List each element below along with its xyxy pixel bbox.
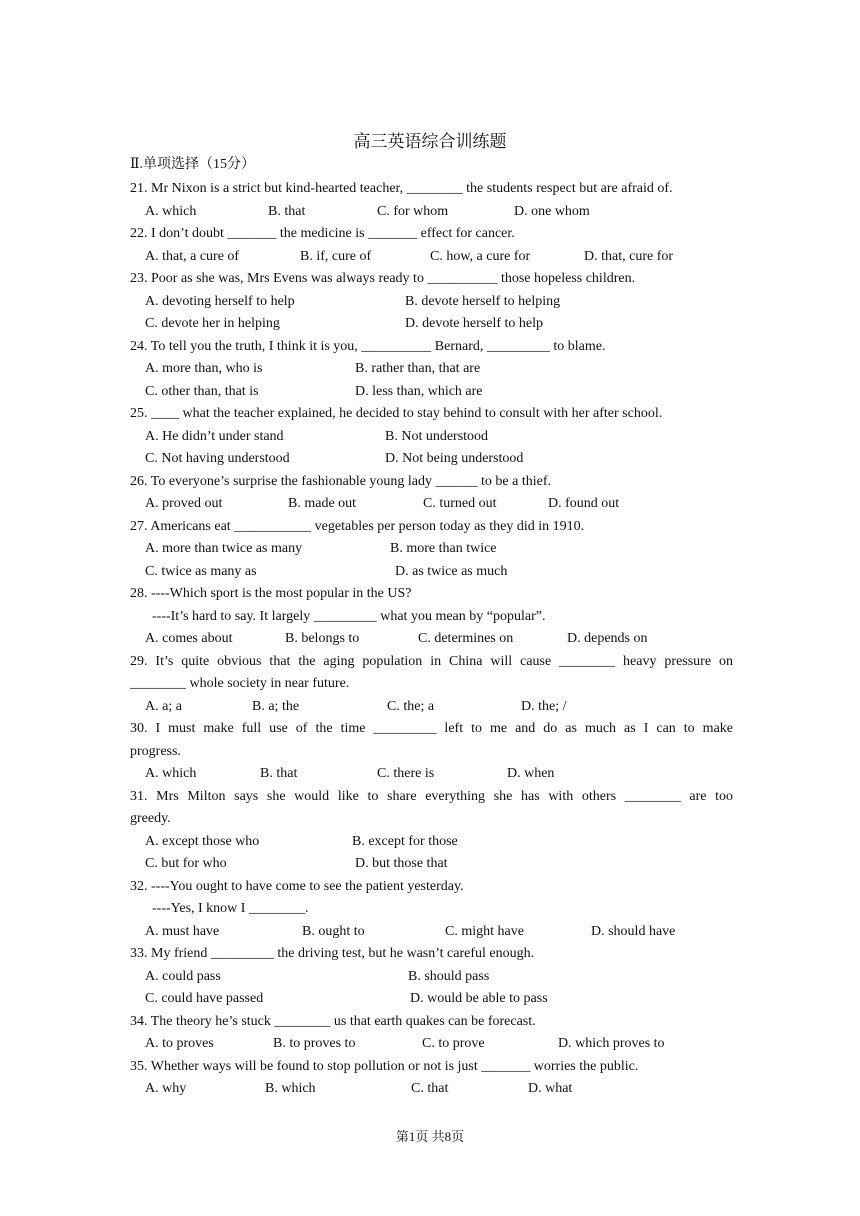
question-24-options	[130, 358, 733, 381]
answer-option[interactable]: A. proved out	[145, 496, 223, 511]
answer-option[interactable]: B. made out	[288, 496, 357, 511]
question-31-options	[130, 853, 733, 876]
question-28-options	[130, 628, 733, 651]
answer-option[interactable]: A. He didn’t under stand	[145, 428, 284, 444]
answer-option[interactable]: A. to proves	[145, 1036, 214, 1051]
answer-option[interactable]: D. as twice as much	[395, 563, 508, 579]
question-21-options	[130, 201, 733, 224]
answer-option[interactable]: D. found out	[548, 496, 620, 511]
answer-option[interactable]: C. could have passed	[145, 991, 264, 1006]
answer-option[interactable]: B. if, cure of	[300, 248, 372, 264]
answer-option[interactable]: C. devote her in helping	[145, 316, 280, 331]
answer-option[interactable]: B. except for those	[352, 833, 458, 849]
answer-option[interactable]: C. turned out	[423, 496, 497, 511]
answer-option[interactable]: C. for whom	[377, 203, 449, 219]
answer-option[interactable]: A. which	[145, 203, 197, 219]
question-26-options	[130, 493, 733, 516]
question-34-stem: 34. The theory he’s stuck ________ us that earth quakes can be forecast.	[130, 1013, 536, 1029]
question-32-stem: ----Yes, I know I ________.	[152, 901, 309, 916]
answer-option[interactable]: C. Not having understood	[145, 451, 290, 466]
question-24-stem: 24. To tell you the truth, I think it is you, __________ Bernard, _________ to blame.	[130, 338, 606, 354]
answer-option[interactable]: D. devote herself to help	[405, 316, 544, 331]
answer-option[interactable]: C. other than, that is	[145, 383, 259, 399]
question-29-stem: 29. It’s quite obvious that the aging population in China will cause ________ heavy pressure on	[130, 653, 733, 669]
question-22-stem: 22. I don’t doubt _______ the medicine is _______ effect for cancer.	[130, 226, 515, 241]
question-22-options	[130, 246, 733, 269]
question-30-stem: 30. I must make full use of the time _________ left to me and do as much as I can to make	[130, 721, 733, 736]
answer-option[interactable]: B. rather than, that are	[355, 361, 481, 376]
question-24-options	[130, 381, 733, 404]
answer-option[interactable]: D. which proves to	[558, 1036, 665, 1051]
answer-option[interactable]: B. Not understood	[385, 428, 489, 444]
answer-option[interactable]: A. more than, who is	[145, 361, 263, 376]
answer-option[interactable]: B. belongs to	[285, 631, 360, 646]
question-33-stem: 33. My friend _________ the driving test, but he wasn’t careful enough.	[130, 946, 535, 961]
answer-option[interactable]: B. should pass	[408, 968, 490, 984]
answer-option[interactable]: D. the; /	[521, 698, 567, 714]
question-23-stem: 23. Poor as she was, Mrs Evens was always ready to __________ those hopeless children.	[130, 271, 636, 286]
answer-option[interactable]: D. should have	[591, 923, 676, 939]
question-30-stem: progress.	[130, 743, 181, 759]
answer-option[interactable]: C. the; a	[387, 698, 435, 714]
answer-option[interactable]: B. more than twice	[390, 541, 497, 556]
question-25-options	[130, 448, 733, 471]
answer-option[interactable]: A. that, a cure of	[145, 248, 240, 264]
answer-option[interactable]: B. that	[260, 766, 298, 781]
page-title: 高三英语综合训练题	[353, 132, 507, 151]
question-31-options	[130, 831, 733, 854]
answer-option[interactable]: A. which	[145, 766, 197, 781]
answer-option[interactable]: B. devote herself to helping	[405, 293, 561, 309]
question-list	[130, 178, 733, 1101]
question-29-options	[130, 696, 733, 719]
question-30-options	[130, 763, 733, 786]
answer-option[interactable]: A. could pass	[145, 968, 221, 984]
answer-option[interactable]: B. ought to	[302, 923, 365, 939]
question-23-options	[130, 313, 733, 336]
page-footer: 第1页 共8页	[395, 1129, 465, 1144]
question-32-stem: 32. ----You ought to have come to see the patient yesterday.	[130, 878, 464, 894]
question-33-options	[130, 966, 733, 989]
answer-option[interactable]: C. might have	[445, 923, 524, 939]
question-31-stem: 31. Mrs Milton says she would like to share everything she has with others ________ are too	[130, 788, 733, 804]
question-25-options	[130, 426, 733, 449]
answer-option[interactable]: D. one whom	[514, 203, 590, 219]
question-23-options	[130, 291, 733, 314]
answer-option[interactable]: A. must have	[145, 923, 220, 939]
answer-option[interactable]: C. to prove	[422, 1036, 485, 1051]
answer-option[interactable]: B. that	[268, 203, 306, 219]
answer-option[interactable]: D. when	[507, 766, 555, 781]
answer-option[interactable]: C. twice as many as	[145, 563, 257, 579]
answer-option[interactable]: B. a; the	[252, 698, 300, 714]
question-21-stem: 21. Mr Nixon is a strict but kind-hearted teacher, ________ the students respect but are afraid of.	[130, 181, 673, 196]
answer-option[interactable]: A. why	[145, 1081, 187, 1096]
answer-option[interactable]: A. comes about	[145, 631, 233, 646]
answer-option[interactable]: D. less than, which are	[355, 383, 483, 399]
question-27-options	[130, 561, 733, 584]
answer-option[interactable]: D. that, cure for	[584, 248, 674, 264]
answer-option[interactable]: D. depends on	[567, 631, 648, 646]
answer-option[interactable]: C. determines on	[418, 631, 514, 646]
answer-option[interactable]: B. to proves to	[273, 1036, 356, 1051]
question-35-options	[130, 1078, 733, 1101]
question-27-options	[130, 538, 733, 561]
answer-option[interactable]: C. there is	[377, 766, 435, 781]
question-26-stem: 26. To everyone’s surprise the fashionable young lady ______ to be a thief.	[130, 473, 551, 489]
question-28-stem: 28. ----Which sport is the most popular in the US?	[130, 586, 412, 601]
answer-option[interactable]: C. that	[411, 1081, 449, 1096]
answer-option[interactable]: A. except those who	[145, 833, 260, 849]
section-heading: Ⅱ.单项选择（15分）	[130, 157, 256, 172]
answer-option[interactable]: B. which	[265, 1081, 316, 1096]
answer-option[interactable]: A. more than twice as many	[145, 541, 303, 556]
answer-option[interactable]: C. but for who	[145, 856, 227, 871]
question-25-stem: 25. ____ what the teacher explained, he decided to stay behind to consult with her after school.	[130, 406, 663, 421]
answer-option[interactable]: D. but those that	[355, 856, 448, 871]
answer-option[interactable]: D. would be able to pass	[410, 991, 548, 1006]
answer-option[interactable]: D. Not being understood	[385, 451, 524, 466]
question-29-stem: ________ whole society in near future.	[130, 676, 350, 691]
answer-option[interactable]: C. how, a cure for	[430, 248, 531, 264]
question-27-stem: 27. Americans eat ___________ vegetables per person today as they did in 1910.	[130, 518, 585, 534]
question-31-stem: greedy.	[130, 811, 171, 826]
question-28-stem: ----It’s hard to say. It largely _________ what you mean by “popular”.	[152, 608, 546, 624]
question-33-options	[130, 988, 733, 1011]
answer-option[interactable]: D. what	[528, 1081, 573, 1096]
question-35-stem: 35. Whether ways will be found to stop pollution or not is just _______ worries the public.	[130, 1058, 639, 1074]
question-34-options	[130, 1033, 733, 1056]
question-32-options	[130, 921, 733, 944]
answer-option[interactable]: A. a; a	[145, 698, 182, 714]
answer-option[interactable]: A. devoting herself to help	[145, 293, 295, 309]
